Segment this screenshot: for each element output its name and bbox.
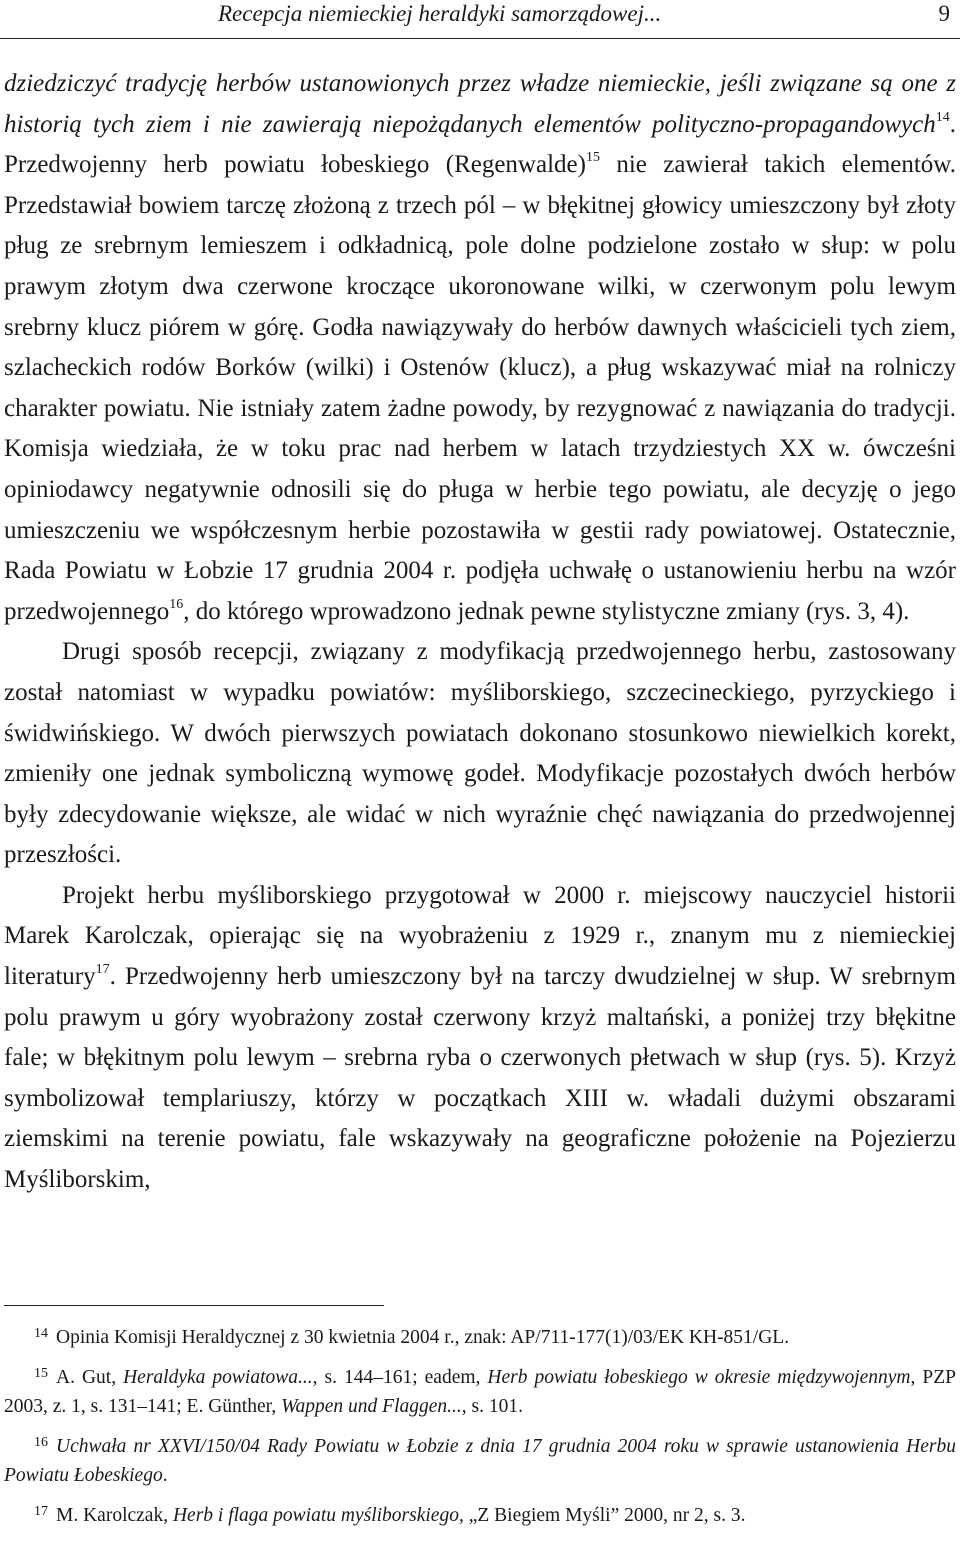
footnote-separator (4, 1305, 384, 1306)
paragraph-1 (4, 64, 956, 632)
footnotes (4, 1323, 956, 1541)
footnote-citation-title: Uchwała nr XXVI/150/04 Rady Powiatu w Łobzie z dnia 17 grudnia 2004 roku w sprawie ustanowienia Herbu Powiatu Łobeskiego (4, 1436, 956, 1486)
footnote-citation-title: Wappen und Flaggen... (281, 1396, 462, 1417)
paragraph-1-text-b: . Przedwojenny herb powiatu łobeskiego (Regenwalde) (4, 110, 956, 179)
footnote-text: , „Z Biegiem Myśli” 2000, nr 2, s. 3. (458, 1505, 746, 1526)
page-number: 9 (938, 1, 950, 26)
header-rule (0, 38, 960, 39)
footnote-14 (4, 1323, 956, 1352)
paragraph-1-text-c: nie zawierał takich elementów. Przedstawiał bowiem tarczę złożoną z trzech pól – w błękitnej głowicy umieszczony był złoty pług ze srebrnym lemieszem i odkładnicą, pole dolne podzielone zostało w słup: w polu prawym złotym dwa czerwone kroczące ukoronowane wilki, w czerwonym polu lewym srebrny klucz piórem w górę. Godła nawiązywały do herbów dawnych właścicieli tych ziem, szlacheckich rodów Borków (wilki) i Ostenów (klucz), a pług wskazywać miał na rolniczy charakter powiatu. Nie istniały zatem żadne powody, by rezygnować z nawiązania do tradycji. Komisja wiedziała, że w toku prac nad herbem w latach trzydziestych XX w. ówcześni opiniodawcy negatywnie odnosili się do pługa w herbie tego powiatu, ale decyzję o jego umieszczeniu we współczesnym herbie pozostawiła w gestii rady powiatowej. Ostatecznie, Rada Powiatu w Łobzie 17 grudnia 2004 r. podjęła uchwałę o ustanowieniu herbu na wzór przedwojennego (4, 151, 956, 625)
footnote-citation-title: Herb i flaga powiatu myśliborskiego (172, 1505, 459, 1526)
main-text (4, 64, 956, 1201)
footnote-ref-15[interactable]: 15 (585, 150, 600, 166)
footnote-text: , s. 144–161; eadem, (312, 1367, 488, 1388)
footnote-16 (4, 1432, 956, 1490)
footnote-number: 15 (34, 1366, 48, 1381)
footnote-number: 14 (34, 1326, 48, 1341)
footnote-citation-title: Herb powiatu łobeskiego w okresie międzywojennym (487, 1367, 911, 1388)
footnote-text: . (162, 1465, 168, 1486)
footnote-ref-17[interactable]: 17 (95, 962, 110, 978)
footnote-text: , PZP 2003, z. 1, s. 131–141; E. Günther, (4, 1367, 956, 1417)
paragraph-3-text-a: Projekt herbu myśliborskiego przygotował w 2000 r. miejscowy nauczyciel historii Marek Karolczak, opierając się na wyobrażeniu z 1929 r., znanym mu z niemieckiej literatury (4, 881, 956, 991)
footnote-ref-16[interactable]: 16 (169, 596, 184, 612)
running-header (0, 0, 960, 40)
footnote-text: , s. 101. (461, 1396, 524, 1417)
footnote-15 (4, 1363, 956, 1421)
footnote-17 (4, 1501, 956, 1530)
paragraph-3-text-b: . Przedwojenny herb umieszczony był na tarczy dwudzielnej w słup. W srebrnym polu prawym u góry wyobrażony został czerwony krzyż maltański, a poniżej trzy błękitne fale; w błękitnym polu lewym – srebrna ryba o czerwonych płetwach w słup (rys. 5). Krzyż symbolizował templariuszy, którzy w początkach XIII w. władali dużymi obszarami ziemskimi na terenie powiatu, fale wskazywały na geograficzne położenie na Pojezierzu Myśliborskim, (4, 963, 956, 1194)
paragraph-1-text-d: , do którego wprowadzono jednak pewne stylistyczne zmiany (rys. 3, 4). (183, 597, 910, 625)
footnote-ref-14[interactable]: 14 (935, 109, 950, 125)
footnote-number: 16 (34, 1435, 48, 1450)
footnote-text: M. Karolczak, (56, 1505, 173, 1526)
paragraph-2: Drugi sposób recepcji, związany z modyfikacją przedwojennego herbu, zastosowany został natomiast w wypadku powiatów: myśliborskiego, szczecineckiego, pyrzyckiego i świdwińskiego. W dwóch pierwszych powiatach dokonano stosunkowo niewielkich korekt, zmieniły one jednak symboliczną wymowę godeł. Modyfikacje pozostałych dwóch herbów były zdecydowanie większe, ale widać w nich wyraźnie chęć nawiązania do przedwojennej przeszłości. (4, 638, 956, 869)
paragraph-3 (4, 876, 956, 1201)
paragraph-1-italic-lead: dziedziczyć tradycję herbów ustanowionych przez władze niemieckie, jeśli związane są one z historią tych ziem i nie zawierają niepożądanych elementów polityczno-propagandowych (4, 70, 956, 138)
footnote-citation-title: Heraldyka powiatowa... (123, 1367, 313, 1388)
footnote-text: A. Gut, (56, 1367, 124, 1388)
footnote-number: 17 (34, 1504, 48, 1519)
running-title: Recepcja niemieckiej heraldyki samorządowej... (218, 1, 662, 26)
footnote-text: Opinia Komisji Heraldycznej z 30 kwietnia 2004 r., znak: AP/711-177(1)/03/EK KH-851/GL. (56, 1327, 790, 1348)
